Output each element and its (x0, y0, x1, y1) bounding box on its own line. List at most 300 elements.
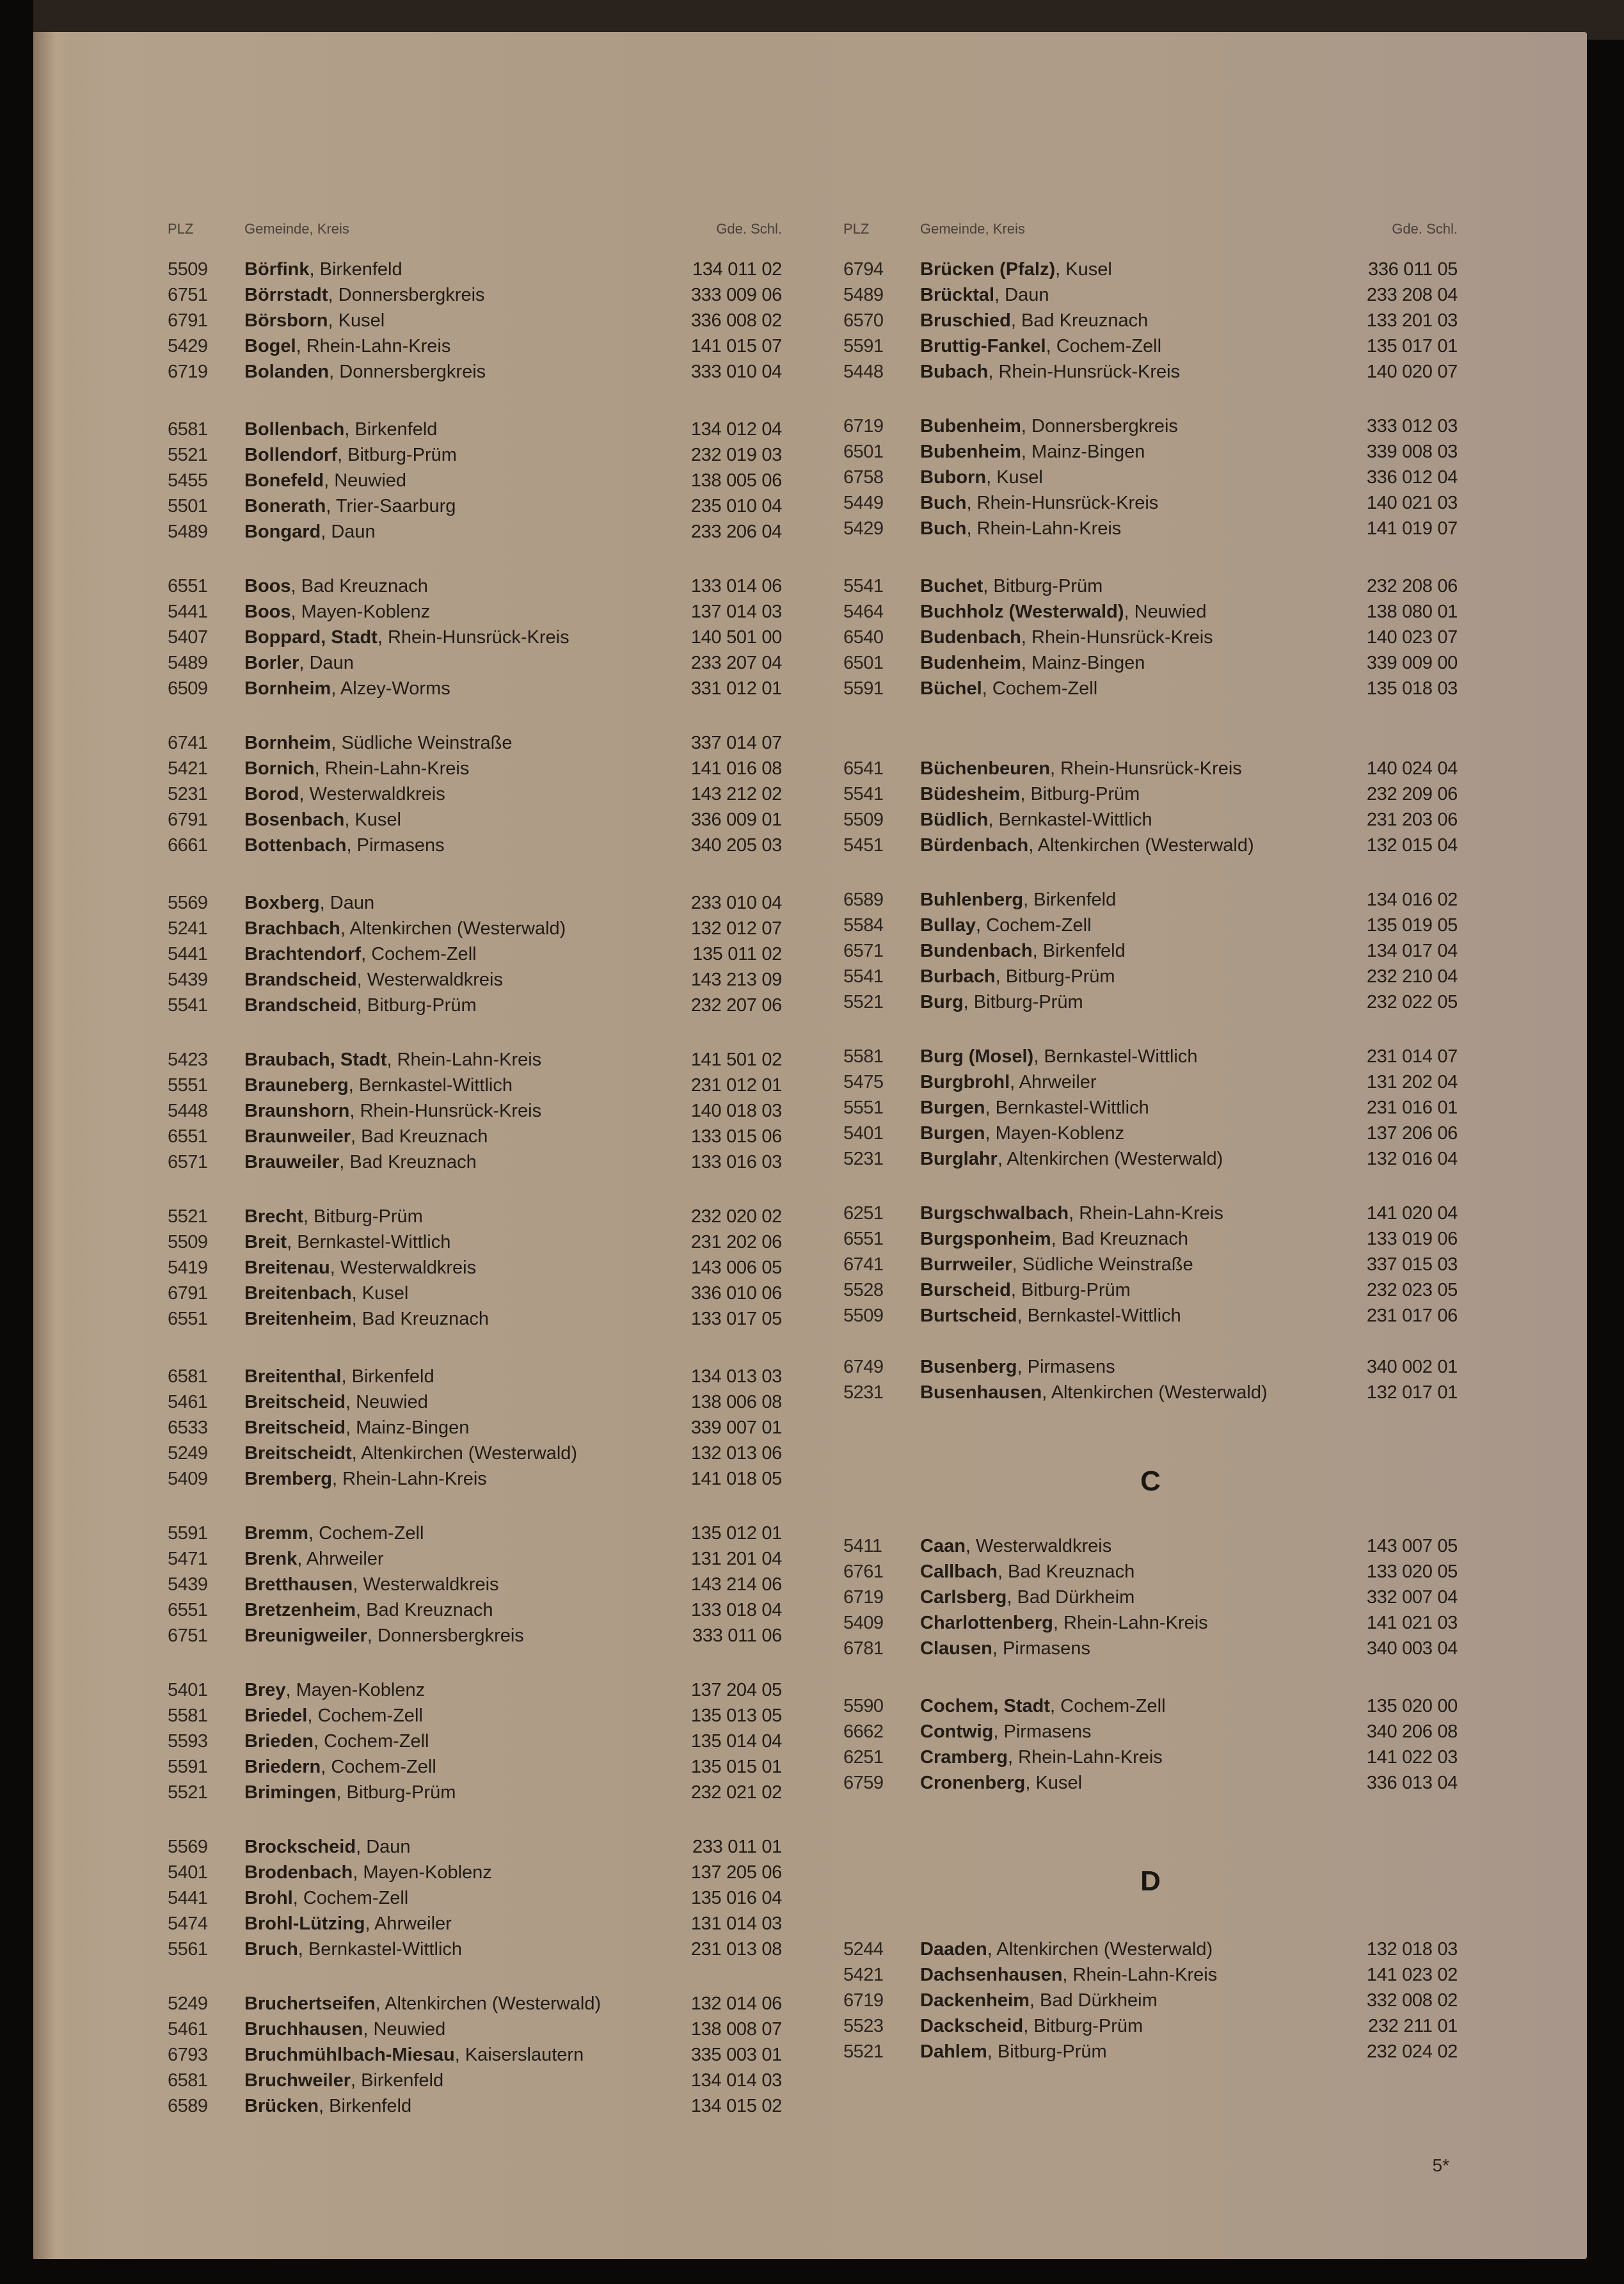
entry-group (843, 890, 1458, 1018)
municipality-code: 134 011 02 (692, 259, 782, 280)
district-name: Kaiserslautern (465, 2045, 584, 2065)
district-name: Altenkirchen (Westerwald) (385, 1993, 601, 2014)
municipality-code: 137 206 06 (1366, 1123, 1458, 1144)
municipality-district: Burscheid, Bitburg-Prüm (920, 1280, 1131, 1300)
postal-code: 5581 (843, 1046, 884, 1067)
municipality-district: Brey, Mayen-Koblenz (244, 1680, 426, 1700)
postal-code: 6749 (843, 1357, 884, 1377)
municipality-name: Breitscheid (244, 1418, 346, 1438)
district-name: Kusel (1065, 259, 1112, 280)
list-item (168, 733, 782, 758)
municipality-name: Brandscheid (244, 995, 357, 1016)
municipality-code: 132 013 06 (690, 1443, 782, 1464)
municipality-name: Budenbach (920, 627, 1021, 648)
list-item (168, 1126, 782, 1152)
postal-code: 5439 (168, 970, 208, 990)
postal-code: 6589 (168, 2096, 208, 2116)
municipality-code: 233 010 04 (690, 893, 782, 913)
postal-code: 5441 (168, 1888, 208, 1908)
municipality-name: Brücken (244, 2096, 319, 2116)
postal-code: 5231 (843, 1382, 884, 1403)
municipality-district: Brieden, Cochem-Zell (244, 1731, 429, 1752)
municipality-code: 143 214 06 (690, 1574, 782, 1595)
municipality-name: Busenhausen (920, 1382, 1042, 1403)
municipality-name: Büdesheim (920, 784, 1021, 804)
district-name: Bitburg-Prüm (993, 576, 1103, 596)
postal-code: 5241 (168, 918, 208, 939)
municipality-code: 131 014 03 (690, 1913, 782, 1934)
district-name: Altenkirchen (Westerwald) (349, 918, 566, 939)
list-item (843, 915, 1458, 941)
municipality-district: Büdesheim, Bitburg-Prüm (920, 784, 1140, 804)
entry-group (168, 893, 782, 1021)
municipality-name: Dackenheim (920, 1990, 1030, 2011)
municipality-code: 143 006 05 (690, 1258, 782, 1278)
list-item (168, 1574, 782, 1600)
municipality-district: Carlsberg, Bad Dürkheim (920, 1587, 1135, 1608)
municipality-code: 141 018 05 (690, 1469, 782, 1489)
list-item (168, 1913, 782, 1939)
district-name: Cochem-Zell (319, 1523, 424, 1544)
list-item (168, 1757, 782, 1782)
entry-group (168, 1523, 782, 1651)
municipality-name: Breitenau (244, 1258, 330, 1278)
municipality-name: Bruch (244, 1939, 298, 1960)
district-name: Cochem-Zell (1056, 336, 1162, 356)
list-item (168, 2019, 782, 2045)
postal-code: 5429 (843, 518, 884, 539)
municipality-district: Bottenbach, Pirmasens (244, 835, 445, 856)
district-name: Rhein-Lahn-Kreis (1079, 1203, 1223, 1224)
municipality-district: Brauneberg, Bernkastel-Wittlich (244, 1075, 513, 1096)
municipality-district: Bongard, Daun (244, 522, 376, 542)
municipality-name: Brenk (244, 1549, 298, 1569)
list-item (168, 1075, 782, 1101)
municipality-name: Brachtendorf (244, 944, 362, 964)
municipality-district: Brücken (Pfalz), Kusel (920, 259, 1112, 280)
municipality-name: Dahlem (920, 2041, 987, 2062)
list-item (168, 1625, 782, 1651)
postal-code: 6571 (168, 1152, 208, 1172)
list-item (843, 1965, 1458, 1990)
municipality-name: Carlsberg (920, 1587, 1007, 1608)
municipality-name: Busenberg (920, 1357, 1017, 1377)
municipality-code: 133 019 06 (1366, 1229, 1458, 1249)
municipality-code: 141 501 02 (690, 1050, 782, 1070)
entry-group (843, 1696, 1458, 1798)
district-name: Westerwaldkreis (363, 1574, 499, 1595)
municipality-name: Braunweiler (244, 1126, 351, 1147)
list-item (168, 1232, 782, 1258)
entry-group (843, 576, 1458, 704)
list-item (168, 1152, 782, 1178)
municipality-district: Buchholz (Westerwald), Neuwied (920, 602, 1207, 622)
district-name: Birkenfeld (319, 259, 402, 280)
column-header (168, 221, 782, 240)
municipality-code: 133 017 05 (690, 1309, 782, 1329)
municipality-district: Braubach, Stadt, Rhein-Lahn-Kreis (244, 1050, 542, 1070)
municipality-code: 134 015 02 (690, 2096, 782, 2116)
entry-group (843, 1536, 1458, 1664)
list-item (168, 653, 782, 678)
municipality-code: 141 022 03 (1366, 1747, 1458, 1768)
municipality-district: Busenberg, Pirmasens (920, 1357, 1115, 1377)
municipality-name: Borod (244, 784, 299, 804)
page-spine-shadow (33, 32, 72, 2259)
list-item (168, 1837, 782, 1862)
municipality-code: 337 015 03 (1366, 1254, 1458, 1275)
postal-code: 5423 (168, 1050, 208, 1070)
district-name: Altenkirchen (Westerwald) (996, 1939, 1213, 1960)
municipality-code: 233 206 04 (690, 522, 782, 542)
district-name: Birkenfeld (354, 419, 438, 440)
municipality-code: 340 002 01 (1366, 1357, 1458, 1377)
municipality-name: Dackscheid (920, 2016, 1024, 2036)
postal-code: 5489 (843, 285, 884, 305)
header-plz: PLZ (843, 221, 870, 237)
list-item (168, 1549, 782, 1574)
municipality-district: Briedern, Cochem-Zell (244, 1757, 436, 1777)
municipality-district: Bruchhausen, Neuwied (244, 2019, 446, 2040)
municipality-name: Cramberg (920, 1747, 1008, 1768)
municipality-name: Bretthausen (244, 1574, 353, 1595)
postal-code: 5451 (843, 835, 884, 856)
page-number: 5* (1432, 2155, 1449, 2175)
municipality-district: Brockscheid, Daun (244, 1837, 411, 1857)
postal-code: 5521 (168, 1782, 208, 1803)
district-name: Bad Kreuznach (362, 1309, 490, 1329)
municipality-code: 132 015 04 (1366, 835, 1458, 856)
district-name: Westerwaldkreis (340, 1258, 477, 1278)
municipality-name: Büchel (920, 678, 982, 699)
district-name: Südliche Weinstraße (341, 733, 513, 753)
postal-code: 6781 (843, 1638, 884, 1659)
municipality-code: 332 007 04 (1366, 1587, 1458, 1608)
municipality-code: 134 012 04 (690, 419, 782, 440)
municipality-name: Buch (920, 493, 967, 513)
district-name: Altenkirchen (Westerwald) (1007, 1149, 1223, 1169)
list-item (843, 576, 1458, 602)
list-item (168, 893, 782, 918)
municipality-district: Bruchmühlbach-Miesau, Kaiserslautern (244, 2045, 584, 2065)
municipality-district: Burbach, Bitburg-Prüm (920, 966, 1115, 987)
municipality-code: 133 015 06 (690, 1126, 782, 1147)
municipality-code: 132 017 01 (1366, 1382, 1458, 1403)
postal-code: 5475 (843, 1072, 884, 1092)
list-item (168, 310, 782, 336)
postal-code: 5521 (843, 992, 884, 1012)
district-name: Rhein-Lahn-Kreis (306, 336, 451, 356)
postal-code: 5541 (843, 576, 884, 596)
municipality-district: Clausen, Pirmasens (920, 1638, 1090, 1659)
postal-code: 6661 (168, 835, 208, 856)
district-name: Neuwied (373, 2019, 446, 2040)
municipality-code: 135 011 02 (692, 944, 782, 964)
postal-code: 6791 (168, 810, 208, 830)
district-name: Kusel (362, 1283, 409, 1304)
list-item (843, 1072, 1458, 1098)
postal-code: 5419 (168, 1258, 208, 1278)
municipality-code: 137 204 05 (690, 1680, 782, 1700)
list-item (168, 1705, 782, 1731)
municipality-district: Braunshorn, Rhein-Hunsrück-Kreis (244, 1101, 542, 1121)
municipality-district: Bruchweiler, Birkenfeld (244, 2070, 444, 2091)
municipality-name: Bubenheim (920, 416, 1021, 436)
municipality-district: Büdlich, Bernkastel-Wittlich (920, 810, 1152, 830)
district-name: Bad Kreuznach (361, 1126, 488, 1147)
postal-code: 6793 (168, 2045, 208, 2065)
municipality-district: Bubenheim, Mainz-Bingen (920, 442, 1145, 462)
entry-group (168, 1050, 782, 1178)
header-gemeinde-kreis: Gemeinde, Kreis (244, 221, 349, 237)
municipality-name: Burgsponheim (920, 1229, 1051, 1249)
municipality-code: 133 020 05 (1366, 1561, 1458, 1582)
postal-code: 5461 (168, 2019, 208, 2040)
municipality-name: Bogel (244, 336, 296, 356)
district-name: Cochem-Zell (992, 678, 1098, 699)
municipality-code: 138 005 06 (690, 470, 782, 491)
entry-group (843, 416, 1458, 544)
list-item (843, 1306, 1458, 1331)
postal-code: 5429 (168, 336, 208, 356)
district-name: Kusel (1035, 1773, 1083, 1793)
municipality-name: Burgen (920, 1098, 985, 1118)
header-plz: PLZ (168, 221, 194, 237)
municipality-name: Burg (Mosel) (920, 1046, 1034, 1067)
district-name: Mayen-Koblenz (995, 1123, 1125, 1144)
municipality-name: Burrweiler (920, 1254, 1012, 1275)
district-name: Daun (366, 1837, 411, 1857)
entry-group (168, 1837, 782, 1965)
list-item (168, 2096, 782, 2121)
postal-code: 5521 (168, 445, 208, 465)
list-item (843, 758, 1458, 784)
municipality-code: 232 023 05 (1366, 1280, 1458, 1300)
municipality-name: Brieden (244, 1731, 314, 1752)
municipality-name: Boos (244, 602, 291, 622)
municipality-code: 232 022 05 (1366, 992, 1458, 1012)
district-name: Neuwied (334, 470, 407, 491)
district-name: Cochem-Zell (317, 1705, 423, 1726)
municipality-name: Burgschwalbach (920, 1203, 1069, 1224)
list-item (843, 1747, 1458, 1773)
municipality-district: Börfink, Birkenfeld (244, 259, 402, 280)
municipality-name: Breitenbach (244, 1283, 352, 1304)
postal-code: 6540 (843, 627, 884, 648)
entry-group (843, 259, 1458, 387)
list-item (168, 678, 782, 704)
district-name: Rhein-Lahn-Kreis (1018, 1747, 1163, 1768)
municipality-name: Bubach (920, 362, 989, 382)
list-item (168, 1392, 782, 1418)
municipality-district: Bruttig-Fankel, Cochem-Zell (920, 336, 1162, 356)
district-name: Pirmasens (1003, 1721, 1092, 1742)
municipality-name: Bruschied (920, 310, 1011, 331)
municipality-code: 133 016 03 (690, 1152, 782, 1172)
municipality-name: Bundenbach (920, 941, 1033, 961)
municipality-district: Bremm, Cochem-Zell (244, 1523, 424, 1544)
postal-code: 5509 (168, 1232, 208, 1252)
postal-code: 5464 (843, 602, 884, 622)
municipality-district: Bonerath, Trier-Saarburg (244, 496, 456, 516)
municipality-code: 231 202 06 (690, 1232, 782, 1252)
municipality-district: Busenhausen, Altenkirchen (Westerwald) (920, 1382, 1268, 1403)
list-item (843, 310, 1458, 336)
entry-group (168, 1366, 782, 1494)
municipality-name: Bornheim (244, 733, 331, 753)
municipality-code: 340 003 04 (1366, 1638, 1458, 1659)
postal-code: 6719 (843, 416, 884, 436)
municipality-district: Bornheim, Alzey-Worms (244, 678, 450, 699)
postal-code: 6758 (843, 467, 884, 488)
list-item (168, 1782, 782, 1808)
postal-code: 5489 (168, 522, 208, 542)
municipality-code: 141 023 02 (1366, 1965, 1458, 1985)
district-name: Daun (331, 522, 376, 542)
municipality-name: Bottenbach (244, 835, 347, 856)
column-header (843, 221, 1458, 240)
municipality-district: Börrstadt, Donnersbergkreis (244, 285, 485, 305)
postal-code: 5581 (168, 1705, 208, 1726)
list-item (843, 1990, 1458, 2016)
district-name: Ahrweiler (1019, 1072, 1097, 1092)
list-item (843, 2016, 1458, 2041)
district-name: Mainz-Bingen (1031, 653, 1145, 673)
municipality-district: Breitscheid, Neuwied (244, 1392, 428, 1412)
municipality-name: Borler (244, 653, 299, 673)
postal-code: 6794 (843, 259, 884, 280)
municipality-name: Bürdenbach (920, 835, 1029, 856)
postal-code: 5590 (843, 1696, 884, 1716)
district-name: Donnersbergkreis (1031, 416, 1178, 436)
municipality-code: 134 014 03 (690, 2070, 782, 2091)
district-name: Kusel (338, 310, 385, 331)
municipality-district: Breitenau, Westerwaldkreis (244, 1258, 477, 1278)
municipality-code: 135 018 03 (1366, 678, 1458, 699)
postal-code: 5409 (168, 1469, 208, 1489)
municipality-code: 333 012 03 (1366, 416, 1458, 436)
municipality-name: Boos (244, 576, 291, 596)
postal-code: 6551 (168, 1600, 208, 1620)
municipality-code: 133 014 06 (690, 576, 782, 596)
district-name: Rhein-Lahn-Kreis (397, 1050, 542, 1070)
postal-code: 5401 (168, 1680, 208, 1700)
municipality-district: Börsborn, Kusel (244, 310, 385, 331)
postal-code: 6581 (168, 2070, 208, 2091)
list-item (843, 1229, 1458, 1254)
municipality-name: Braubach, Stadt (244, 1050, 387, 1070)
list-item (168, 1731, 782, 1757)
municipality-district: Boppard, Stadt, Rhein-Hunsrück-Kreis (244, 627, 569, 648)
municipality-name: Contwig (920, 1721, 994, 1742)
postal-code: 5584 (843, 915, 884, 936)
municipality-district: Callbach, Bad Kreuznach (920, 1561, 1135, 1582)
municipality-name: Bruchweiler (244, 2070, 351, 2091)
municipality-code: 232 207 06 (690, 995, 782, 1016)
municipality-code: 138 006 08 (690, 1392, 782, 1412)
postal-code: 6719 (843, 1990, 884, 2011)
municipality-code: 336 011 05 (1368, 259, 1458, 280)
municipality-district: Boos, Mayen-Koblenz (244, 602, 431, 622)
municipality-district: Cochem, Stadt, Cochem-Zell (920, 1696, 1166, 1716)
municipality-code: 134 016 02 (1366, 890, 1458, 910)
municipality-district: Brimingen, Bitburg-Prüm (244, 1782, 456, 1803)
municipality-code: 340 206 08 (1366, 1721, 1458, 1742)
list-item (168, 336, 782, 362)
municipality-code: 333 010 04 (690, 362, 782, 382)
list-item (843, 1939, 1458, 1965)
list-item (168, 835, 782, 861)
entry-group (843, 1939, 1458, 2067)
municipality-district: Breitenthal, Birkenfeld (244, 1366, 434, 1387)
postal-code: 5448 (168, 1101, 208, 1121)
entry-group (168, 1206, 782, 1334)
municipality-district: Brecht, Bitburg-Prüm (244, 1206, 423, 1227)
list-item (843, 1149, 1458, 1174)
district-name: Ahrweiler (374, 1913, 452, 1934)
list-item (168, 784, 782, 810)
postal-code: 6509 (168, 678, 208, 699)
district-name: Bitburg-Prüm (997, 2041, 1107, 2062)
municipality-name: Burbach (920, 966, 996, 987)
section-letter-c: C (1140, 1465, 1161, 1497)
municipality-name: Breitscheidt (244, 1443, 352, 1464)
list-item (168, 470, 782, 496)
municipality-district: Burtscheid, Bernkastel-Wittlich (920, 1306, 1181, 1326)
entry-group (168, 259, 782, 387)
postal-code: 5441 (168, 602, 208, 622)
postal-code: 5249 (168, 1993, 208, 2014)
municipality-code: 138 008 07 (690, 2019, 782, 2040)
municipality-name: Büdlich (920, 810, 989, 830)
municipality-code: 141 019 07 (1366, 518, 1458, 539)
district-name: Westerwaldkreis (976, 1536, 1112, 1556)
postal-code: 6551 (168, 1309, 208, 1329)
municipality-district: Breit, Bernkastel-Wittlich (244, 1232, 451, 1252)
district-name: Bad Kreuznach (301, 576, 428, 596)
list-item (168, 1993, 782, 2019)
list-item (168, 970, 782, 995)
municipality-code: 231 016 01 (1366, 1098, 1458, 1118)
postal-code: 5591 (168, 1757, 208, 1777)
municipality-district: Bubach, Rhein-Hunsrück-Kreis (920, 362, 1181, 382)
municipality-district: Bogel, Rhein-Lahn-Kreis (244, 336, 451, 356)
municipality-district: Bollendorf, Bitburg-Prüm (244, 445, 457, 465)
municipality-district: Bundenbach, Birkenfeld (920, 941, 1126, 961)
municipality-name: Börsborn (244, 310, 328, 331)
municipality-code: 231 014 07 (1366, 1046, 1458, 1067)
municipality-name: Burscheid (920, 1280, 1011, 1300)
list-item (168, 1939, 782, 1965)
municipality-district: Burgbrohl, Ahrweiler (920, 1072, 1097, 1092)
municipality-name: Cronenberg (920, 1773, 1026, 1793)
postal-code: 6251 (843, 1203, 884, 1224)
list-item (843, 1203, 1458, 1229)
postal-code: 6501 (843, 653, 884, 673)
list-item (843, 784, 1458, 810)
postal-code: 6589 (843, 890, 884, 910)
list-item (843, 810, 1458, 835)
municipality-district: Breitscheidt, Altenkirchen (Westerwald) (244, 1443, 578, 1464)
entry-group (168, 576, 782, 704)
municipality-district: Brohl-Lützing, Ahrweiler (244, 1913, 452, 1934)
municipality-district: Contwig, Pirmasens (920, 1721, 1092, 1742)
list-item (168, 995, 782, 1021)
postal-code: 5528 (843, 1280, 884, 1300)
district-name: Kusel (996, 467, 1043, 488)
municipality-code: 131 202 04 (1366, 1072, 1458, 1092)
municipality-name: Brimingen (244, 1782, 337, 1803)
